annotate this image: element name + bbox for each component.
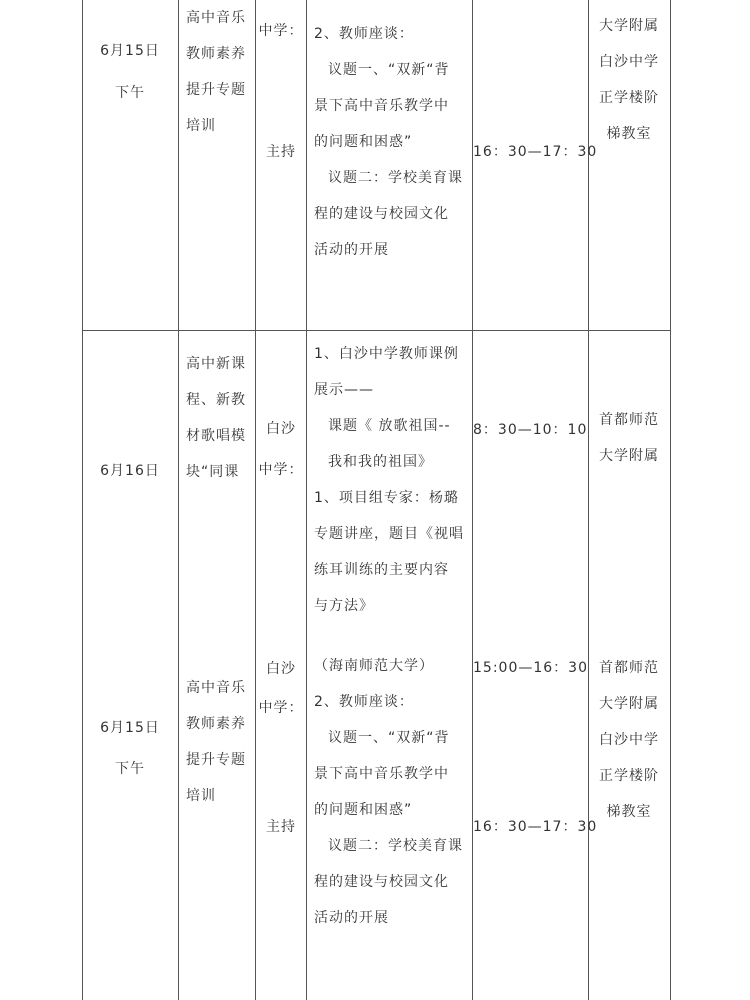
venue-cell: 首都师范 大学附属	[599, 412, 659, 464]
column-divider	[178, 0, 179, 1000]
host-cell: 主持	[266, 819, 296, 835]
host-cell: 中学：	[258, 700, 304, 716]
time-cell: 15:00—16：30	[473, 660, 588, 676]
content-cell: （海南师范大学） 2、教师座谈： 议题一、“双新“背 景下高中音乐教学中 的问题和困惑” 议题二：学校美育课 程的建设与校园文化 活动的开展	[314, 658, 463, 926]
host-cell: 白沙	[266, 661, 296, 677]
venue-cell: 首都师范 大学附属 白沙中学 正学楼阶 梯教室	[599, 660, 659, 820]
host-cell: 白沙	[266, 421, 296, 437]
time-of-day-cell: 下午	[115, 85, 145, 101]
time-cell: 16：30—17：30	[473, 144, 598, 160]
topic-cell: 高中新课 程、新教 材歌唱模 块“同课	[186, 356, 246, 480]
venue-cell: 大学附属 白沙中学 正学楼阶 梯教室	[599, 18, 659, 142]
time-of-day-cell: 下午	[115, 761, 145, 777]
time-cell: 16：30—17：30	[473, 819, 598, 835]
row-divider	[82, 330, 671, 331]
topic-cell: 高中音乐 教师素养 提升专题 培训	[186, 10, 246, 134]
time-cell: 8：30—10：10	[473, 422, 588, 438]
host-cell: 中学：	[258, 23, 304, 39]
topic-cell: 高中音乐 教师素养 提升专题 培训	[186, 680, 246, 804]
table-border-left	[82, 0, 83, 1000]
host-cell: 中学：	[258, 462, 304, 478]
date-cell: 6月15日	[100, 43, 160, 59]
date-cell: 6月15日	[100, 720, 160, 736]
content-cell: 2、教师座谈： 议题一、“双新“背 景下高中音乐教学中 的问题和困惑” 议题二：学校美育课 程的建设与校园文化 活动的开展	[314, 26, 463, 258]
column-divider	[306, 0, 307, 1000]
date-cell: 6月16日	[100, 463, 160, 479]
content-cell: 1、白沙中学教师课例 展示—— 课题《 放歌祖国-- 我和我的祖国》 1、项目组专家：杨璐 专题讲座，题目《视唱 练耳训练的主要内容 与方法》	[314, 346, 464, 614]
table-border-right	[670, 0, 671, 1000]
host-cell: 主持	[266, 144, 296, 160]
